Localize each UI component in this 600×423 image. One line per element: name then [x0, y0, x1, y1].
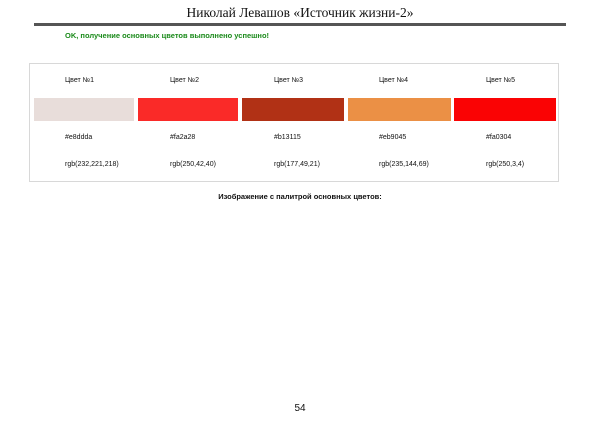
color-hex: #eb9045	[379, 134, 407, 141]
color-hex: #fa0304	[486, 134, 512, 141]
color-swatch	[34, 98, 134, 121]
color-swatch	[454, 98, 556, 121]
color-rgb: rgb(250,42,40)	[170, 161, 216, 168]
color-name: Цвет №4	[379, 77, 409, 84]
color-rgb: rgb(232,221,218)	[65, 161, 119, 168]
palette-table	[29, 63, 559, 182]
palette-image-caption: Изображение с палитрой основных цветов:	[218, 192, 382, 201]
palette-column-4	[346, 64, 452, 181]
color-hex: #fa2a28	[170, 134, 196, 141]
color-hex: #b13115	[274, 134, 301, 141]
color-swatch	[138, 98, 238, 121]
color-rgb: rgb(177,49,21)	[274, 161, 320, 168]
color-name: Цвет №5	[486, 77, 516, 84]
color-name: Цвет №1	[65, 77, 95, 84]
palette-column-5	[452, 64, 558, 181]
status-message: OK, получение основных цветов выполнено успешно!	[65, 31, 270, 40]
color-name: Цвет №2	[170, 77, 200, 84]
page-number: 54	[294, 403, 306, 414]
color-rgb: rgb(235,144,69)	[379, 161, 429, 168]
color-swatch	[242, 98, 344, 121]
palette-column-3	[240, 64, 346, 181]
palette-column-2	[136, 64, 240, 181]
header-divider	[34, 23, 566, 26]
color-swatch	[348, 98, 451, 121]
color-rgb: rgb(250,3,4)	[486, 161, 525, 168]
palette-column-1	[30, 64, 136, 181]
color-name: Цвет №3	[274, 77, 304, 84]
color-hex: #e8ddda	[65, 134, 93, 141]
page-header-title: Николай Левашов «Источник жизни-2»	[186, 5, 414, 20]
